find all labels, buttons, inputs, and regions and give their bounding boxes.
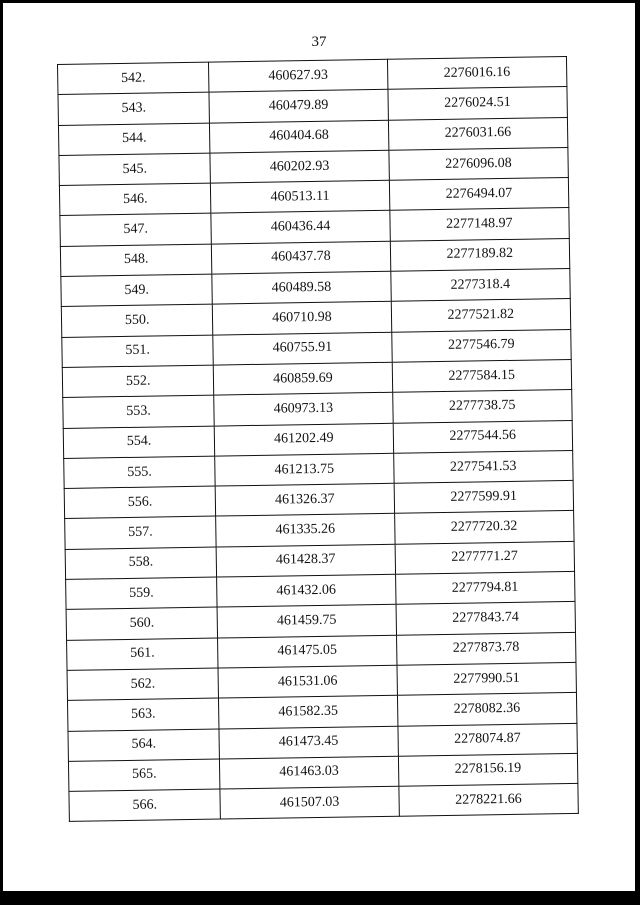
y-coordinate: 2277843.74: [396, 602, 576, 635]
x-coordinate: 460710.98: [213, 302, 392, 335]
y-coordinate: 2277546.79: [391, 329, 571, 362]
x-coordinate: 460436.44: [211, 211, 390, 244]
x-coordinate: 461582.35: [219, 695, 398, 728]
row-index: 564.: [68, 729, 220, 762]
coordinates-table: [57, 56, 579, 822]
row-index: 547.: [60, 214, 212, 247]
row-index: 556.: [64, 486, 216, 519]
y-coordinate: 2278221.66: [398, 784, 578, 817]
y-coordinate: 2277148.97: [389, 208, 569, 241]
x-coordinate: 460627.93: [209, 59, 388, 92]
x-coordinate: 461432.06: [217, 574, 396, 607]
y-coordinate: 2276494.07: [389, 178, 569, 211]
row-index: 561.: [67, 638, 219, 671]
x-coordinate: 461335.26: [216, 514, 395, 547]
x-coordinate: 460973.13: [214, 393, 393, 426]
document-page: [3, 3, 635, 891]
x-coordinate: 460859.69: [214, 362, 393, 395]
y-coordinate: 2277521.82: [391, 299, 571, 332]
y-coordinate: 2278082.36: [397, 693, 577, 726]
x-coordinate: 460489.58: [212, 271, 391, 304]
y-coordinate: 2276024.51: [388, 87, 568, 120]
x-coordinate: 461459.75: [217, 605, 396, 638]
y-coordinate: 2277720.32: [394, 511, 574, 544]
y-coordinate: 2277738.75: [392, 390, 572, 423]
y-coordinate: 2277794.81: [395, 571, 575, 604]
y-coordinate: 2277599.91: [394, 481, 574, 514]
x-coordinate: 461507.03: [220, 786, 399, 819]
row-index: 554.: [63, 426, 215, 459]
table-body: [58, 56, 579, 821]
row-index: 557.: [65, 517, 217, 550]
y-coordinate: 2278156.19: [398, 753, 578, 786]
row-index: 565.: [68, 759, 220, 792]
y-coordinate: 2277541.53: [393, 450, 573, 483]
x-coordinate: 460479.89: [209, 90, 388, 123]
x-coordinate: 461473.45: [219, 726, 398, 759]
y-coordinate: 2277873.78: [396, 632, 576, 665]
row-index: 563.: [68, 698, 220, 731]
y-coordinate: 2277990.51: [397, 662, 577, 695]
y-coordinate: 2277584.15: [392, 359, 572, 392]
y-coordinate: 2277771.27: [395, 541, 575, 574]
row-index: 558.: [65, 547, 217, 580]
row-index: 545.: [59, 153, 211, 186]
row-index: 555.: [64, 456, 216, 489]
x-coordinate: 461475.05: [218, 635, 397, 668]
x-coordinate: 460404.68: [210, 120, 389, 153]
page-number: 37: [311, 34, 327, 50]
row-index: 543.: [58, 92, 210, 125]
y-coordinate: 2276096.08: [389, 147, 569, 180]
x-coordinate: 460437.78: [212, 241, 391, 274]
row-index: 551.: [62, 335, 214, 368]
row-index: 542.: [58, 62, 210, 95]
y-coordinate: 2277318.4: [390, 269, 570, 302]
y-coordinate: 2277189.82: [390, 238, 570, 271]
x-coordinate: 460755.91: [213, 332, 392, 365]
row-index: 559.: [66, 577, 218, 610]
row-index: 546.: [59, 183, 211, 216]
row-index: 544.: [58, 123, 210, 156]
row-index: 553.: [63, 395, 215, 428]
row-index: 548.: [60, 244, 212, 277]
row-index: 560.: [66, 607, 218, 640]
y-coordinate: 2276031.66: [388, 117, 568, 150]
y-coordinate: 2276016.16: [387, 56, 567, 89]
row-index: 550.: [61, 304, 213, 337]
row-index: 566.: [69, 789, 221, 822]
x-coordinate: 461463.03: [220, 756, 399, 789]
x-coordinate: 461213.75: [215, 453, 394, 486]
x-coordinate: 460202.93: [210, 150, 389, 183]
x-coordinate: 461531.06: [218, 665, 397, 698]
x-coordinate: 461326.37: [215, 483, 394, 516]
x-coordinate: 461428.37: [216, 544, 395, 577]
x-coordinate: 461202.49: [214, 423, 393, 456]
y-coordinate: 2277544.56: [393, 420, 573, 453]
y-coordinate: 2278074.87: [398, 723, 578, 756]
row-index: 549.: [61, 274, 213, 307]
row-index: 552.: [62, 365, 214, 398]
row-index: 562.: [67, 668, 219, 701]
x-coordinate: 460513.11: [211, 180, 390, 213]
